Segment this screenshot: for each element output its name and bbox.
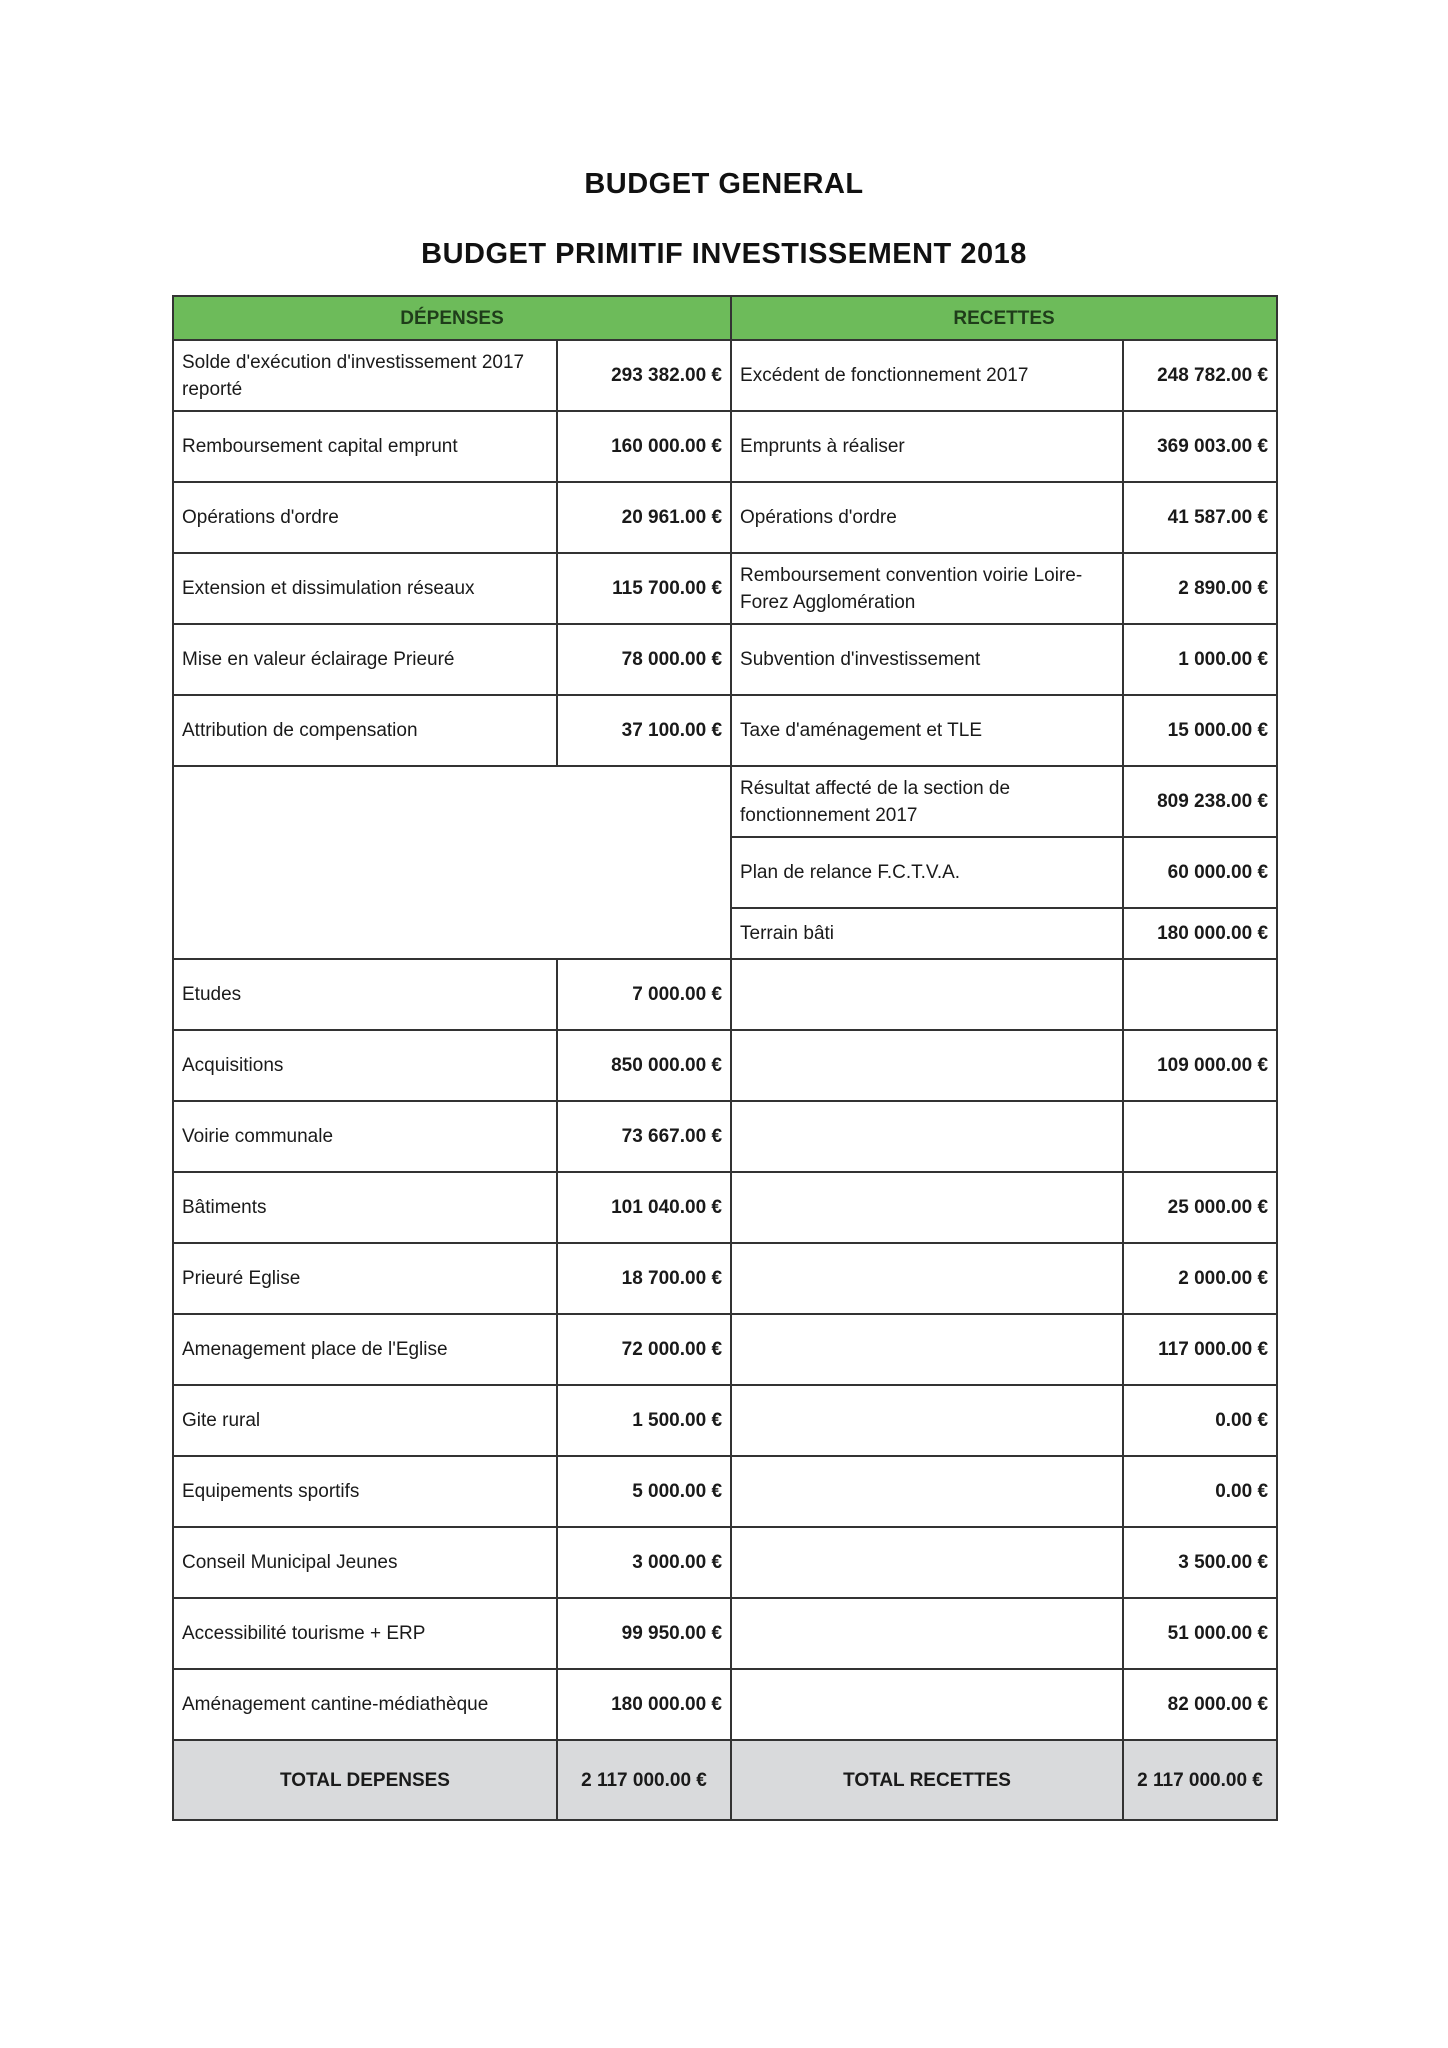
recette-amount: 369 003.00 € (1123, 411, 1277, 482)
operation-recette-label (731, 1243, 1123, 1314)
recette-label: Excédent de fonctionnement 2017 (731, 340, 1123, 411)
recette-amount: 809 238.00 € (1123, 766, 1277, 837)
recette-amount: 2 890.00 € (1123, 553, 1277, 624)
operation-label: Etudes (173, 959, 557, 1030)
table-row (173, 411, 1277, 482)
recette-amount: 1 000.00 € (1123, 624, 1277, 695)
table-row (173, 1456, 1277, 1527)
table-row (173, 340, 1277, 411)
table-row (173, 1030, 1277, 1101)
recette-amount: 248 782.00 € (1123, 340, 1277, 411)
total-depenses-amount: 2 117 000.00 € (557, 1740, 731, 1820)
table-row (173, 1385, 1277, 1456)
recette-amount: 41 587.00 € (1123, 482, 1277, 553)
depense-label: Solde d'exécution d'investissement 2017 reporté (173, 340, 557, 411)
table-row (173, 1172, 1277, 1243)
operation-recette-label (731, 1172, 1123, 1243)
operation-depense-amount: 3 000.00 € (557, 1527, 731, 1598)
operation-label: Accessibilité tourisme + ERP (173, 1598, 557, 1669)
header-row (173, 296, 1277, 340)
document-subtitle: BUDGET PRIMITIF INVESTISSEMENT 2018 (421, 238, 1027, 270)
operation-recette-label (731, 1456, 1123, 1527)
depense-label: Mise en valeur éclairage Prieuré (173, 624, 557, 695)
operation-recette-amount (1123, 1101, 1277, 1172)
table-row (173, 766, 1277, 837)
table-row (173, 1669, 1277, 1740)
operation-depense-amount: 72 000.00 € (557, 1314, 731, 1385)
operation-recette-label (731, 1385, 1123, 1456)
operation-depense-amount: 1 500.00 € (557, 1385, 731, 1456)
recette-amount: 180 000.00 € (1123, 908, 1277, 959)
table-row (173, 1314, 1277, 1385)
depense-label: Remboursement capital emprunt (173, 411, 557, 482)
total-depenses-label: TOTAL DEPENSES (173, 1740, 557, 1820)
depense-label: Attribution de compensation (173, 695, 557, 766)
totals-row (173, 1740, 1277, 1820)
table-row (173, 1598, 1277, 1669)
operation-depense-amount: 101 040.00 € (557, 1172, 731, 1243)
operation-label: Aménagement cantine-médiathèque (173, 1669, 557, 1740)
operation-recette-amount: 117 000.00 € (1123, 1314, 1277, 1385)
operation-recette-label (731, 1030, 1123, 1101)
total-recettes-amount: 2 117 000.00 € (1123, 1740, 1277, 1820)
depense-label: Extension et dissimulation réseaux (173, 553, 557, 624)
recette-amount: 60 000.00 € (1123, 837, 1277, 908)
operation-recette-amount: 51 000.00 € (1123, 1598, 1277, 1669)
depense-amount: 20 961.00 € (557, 482, 731, 553)
operation-depense-amount: 7 000.00 € (557, 959, 731, 1030)
recette-label: Terrain bâti (731, 908, 1123, 959)
operation-recette-label (731, 1101, 1123, 1172)
recette-label: Plan de relance F.C.T.V.A. (731, 837, 1123, 908)
operation-label: Amenagement place de l'Eglise (173, 1314, 557, 1385)
table-row (173, 482, 1277, 553)
recette-label: Taxe d'aménagement et TLE (731, 695, 1123, 766)
table-row (173, 553, 1277, 624)
operation-recette-amount: 2 000.00 € (1123, 1243, 1277, 1314)
recette-amount: 15 000.00 € (1123, 695, 1277, 766)
table-row (173, 1527, 1277, 1598)
depense-label: Opérations d'ordre (173, 482, 557, 553)
budget-table (172, 295, 1278, 1821)
operation-recette-label (731, 1669, 1123, 1740)
recettes-header: RECETTES (731, 296, 1277, 340)
operation-depense-amount: 18 700.00 € (557, 1243, 731, 1314)
operation-label: Acquisitions (173, 1030, 557, 1101)
depenses-header: DÉPENSES (173, 296, 731, 340)
operation-recette-label (731, 1314, 1123, 1385)
operation-depense-amount: 73 667.00 € (557, 1101, 731, 1172)
operation-label: Prieuré Eglise (173, 1243, 557, 1314)
table-row (173, 1243, 1277, 1314)
operation-recette-label (731, 959, 1123, 1030)
depense-amount: 115 700.00 € (557, 553, 731, 624)
operation-depense-amount: 180 000.00 € (557, 1669, 731, 1740)
operation-recette-amount (1123, 959, 1277, 1030)
operation-label: Conseil Municipal Jeunes (173, 1527, 557, 1598)
operation-recette-amount: 0.00 € (1123, 1456, 1277, 1527)
operation-label: Bâtiments (173, 1172, 557, 1243)
operation-recette-amount: 25 000.00 € (1123, 1172, 1277, 1243)
recette-label: Résultat affecté de la section de fonctionnement 2017 (731, 766, 1123, 837)
operation-depense-amount: 99 950.00 € (557, 1598, 731, 1669)
depense-amount: 78 000.00 € (557, 624, 731, 695)
table-row (173, 695, 1277, 766)
recette-label: Emprunts à réaliser (731, 411, 1123, 482)
operation-label: Equipements sportifs (173, 1456, 557, 1527)
document-title: BUDGET GENERAL (584, 168, 864, 200)
depense-amount: 160 000.00 € (557, 411, 731, 482)
operation-recette-amount: 82 000.00 € (1123, 1669, 1277, 1740)
operation-recette-label (731, 1598, 1123, 1669)
depense-amount: 37 100.00 € (557, 695, 731, 766)
operation-recette-label (731, 1527, 1123, 1598)
operation-depense-amount: 850 000.00 € (557, 1030, 731, 1101)
empty-depense-block (173, 766, 731, 959)
recette-label: Opérations d'ordre (731, 482, 1123, 553)
operation-label: Voirie communale (173, 1101, 557, 1172)
operation-recette-amount: 109 000.00 € (1123, 1030, 1277, 1101)
depense-amount: 293 382.00 € (557, 340, 731, 411)
operation-recette-amount: 3 500.00 € (1123, 1527, 1277, 1598)
table-row (173, 959, 1277, 1030)
operation-label: Gite rural (173, 1385, 557, 1456)
table-row (173, 1101, 1277, 1172)
total-recettes-label: TOTAL RECETTES (731, 1740, 1123, 1820)
recette-label: Remboursement convention voirie Loire-Forez Agglomération (731, 553, 1123, 624)
operation-recette-amount: 0.00 € (1123, 1385, 1277, 1456)
recette-label: Subvention d'investissement (731, 624, 1123, 695)
operation-depense-amount: 5 000.00 € (557, 1456, 731, 1527)
table-row (173, 624, 1277, 695)
